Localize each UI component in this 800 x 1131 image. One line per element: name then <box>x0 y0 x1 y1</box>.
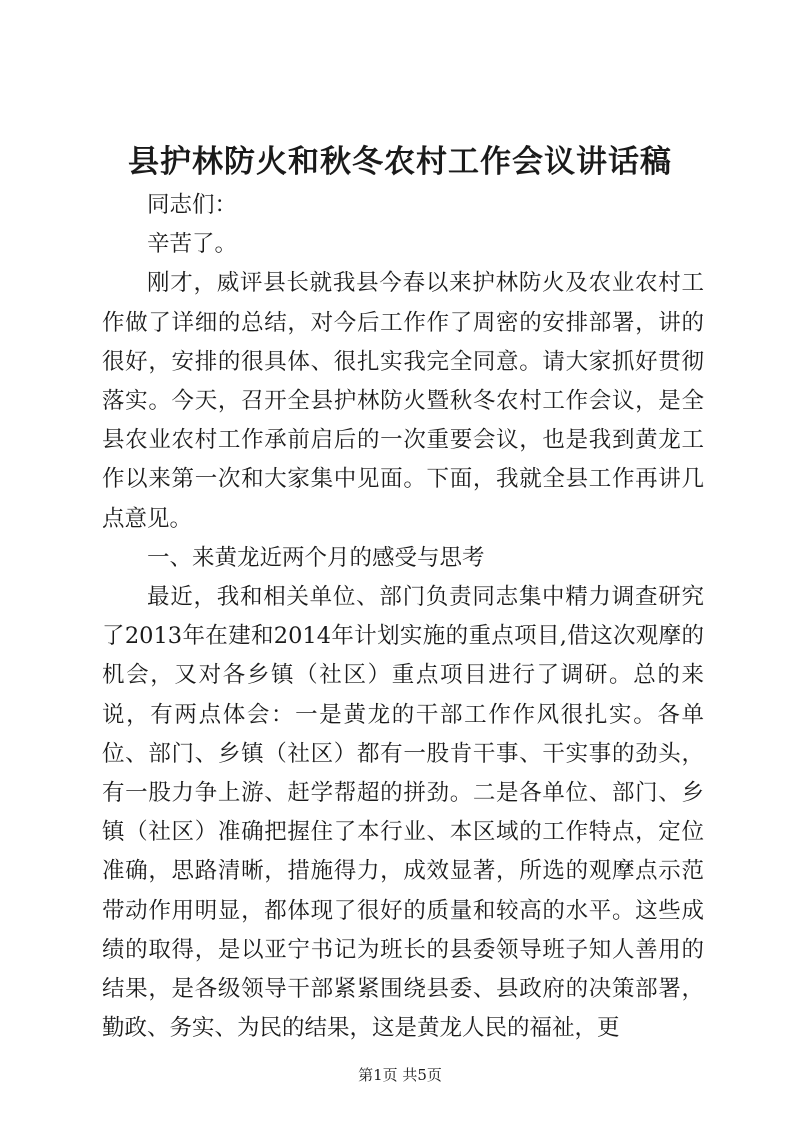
section-heading: 一、来黄龙近两个月的感受与思考 <box>147 544 485 571</box>
salutation-paragraph: 同志们： <box>147 192 238 218</box>
document-title: 县护林防火和秋冬农村工作会议讲话稿 <box>128 144 672 180</box>
intro-paragraph: 刚才，威评县长就我县今春以来护林防火及农业农村工作做了详细的总结，对今后工作作了周密的安排部署，讲的很好，安排的很具体、很扎实我完全同意。请大家抓好贯彻落实。今天，召开全县护林防火暨秋冬农村工作会议，是全县农业农村工作承前启后的一次重要会议，也是我到黄龙工作以来第一次和大家集中见面。下面，我就全县工作再讲几点意见。 <box>102 270 704 532</box>
greeting-paragraph: 辛苦了。 <box>147 231 238 258</box>
body-paragraph: 最近，我和相关单位、部门负责同志集中精力调查研究了2013年在建和2014年计划实施的重点项目,借这次观摩的机会，又对各乡镇（社区）重点项目进行了调研。总的来说，有两点体会：一是黄龙的干部工作作风很扎实。各单位、部门、乡镇（社区）都有一股肯干事、干实事的劲头，有一股力争上游、赶学帮超的拼劲。二是各单位、部门、乡镇（社区）准确把握住了本行业、本区域的工作特点，定位准确，思路清晰，措施得力，成效显著，所选的观摩点示范带动作用明显，都体现了很好的质量和较高的水平。这些成绩的取得，是以亚宁书记为班长的县委领导班子知人善用的结果，是各级领导干部紧紧围绕县委、县政府的决策部署，勤政、务实、为民的结果，这是黄龙人民的福祉，更 <box>102 584 704 1042</box>
document-body <box>102 186 704 1048</box>
page-footer: 第1页 共5页 <box>358 1066 442 1084</box>
